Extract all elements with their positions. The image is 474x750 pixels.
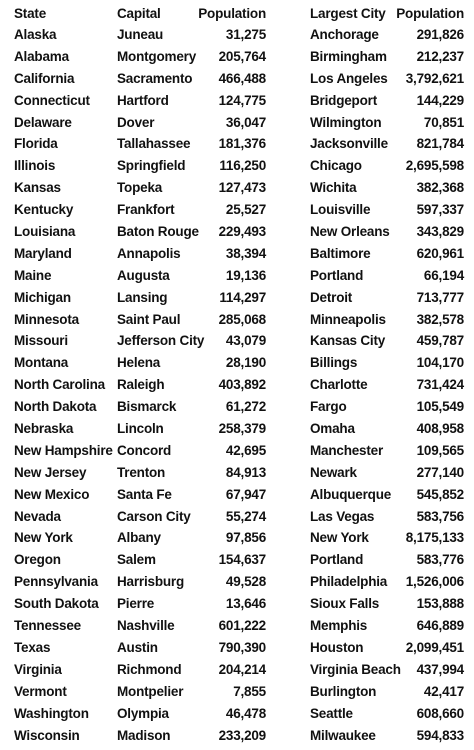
largest-city-cell: Seattle (310, 705, 353, 721)
capital-population-cell: 55,274 (225, 508, 266, 524)
city-population-cell: 144,229 (416, 92, 464, 108)
largest-city-cell: Sioux Falls (310, 596, 380, 612)
table-row (14, 221, 464, 243)
state-cell: Pennsylvania (14, 574, 98, 590)
capital-population-cell: 181,376 (218, 136, 266, 152)
city-population-cell: 821,784 (416, 136, 464, 152)
city-population-cell: 277,140 (416, 464, 464, 480)
city-population-cell: 459,787 (416, 333, 464, 349)
table-header-row (14, 4, 464, 24)
capital-cell: Jefferson City (117, 333, 205, 349)
state-cell: Oregon (14, 552, 61, 568)
city-population-cell: 8,175,133 (405, 530, 464, 546)
largest-city-cell: Charlotte (310, 377, 368, 393)
city-population-cell: 646,889 (416, 618, 464, 634)
state-cell: Montana (14, 355, 69, 371)
capital-cell: Olympia (117, 705, 169, 721)
capital-cell: Harrisburg (117, 574, 185, 590)
largest-city-cell: Fargo (310, 399, 347, 415)
capital-cell: Sacramento (117, 70, 193, 86)
state-cell: New York (14, 530, 73, 546)
capital-cell: Salem (117, 552, 156, 568)
capital-population-cell: 124,775 (218, 92, 266, 108)
table-row (14, 243, 464, 265)
state-cell: North Dakota (14, 399, 97, 415)
capital-population-cell: 116,250 (219, 158, 266, 174)
table-row (14, 703, 464, 725)
largest-city-cell: Baltimore (310, 245, 371, 261)
capital-cell: Madison (117, 727, 171, 743)
capital-population-cell: 28,190 (225, 355, 266, 371)
capital-population-cell: 97,856 (225, 530, 266, 546)
capital-cell: Springfield (117, 158, 186, 174)
largest-city-cell: Newark (310, 464, 357, 480)
state-cell: Nebraska (14, 421, 74, 437)
city-population-cell: 1,526,006 (405, 574, 464, 590)
largest-city-cell: Albuquerque (310, 486, 392, 502)
capital-cell: Austin (117, 639, 158, 655)
city-population-cell: 620,961 (416, 245, 464, 261)
city-population-cell: 2,099,451 (405, 639, 464, 655)
state-cell: Nevada (14, 508, 61, 524)
capital-cell: Tallahassee (117, 136, 191, 152)
header-largest-city: Largest City (310, 6, 386, 21)
table-row (14, 571, 464, 593)
city-population-cell: 3,792,621 (405, 70, 464, 86)
table-row (14, 637, 464, 659)
capital-cell: Helena (117, 355, 161, 371)
capital-population-cell: 84,913 (225, 464, 266, 480)
largest-city-cell: Detroit (310, 289, 353, 305)
capital-population-cell: 61,272 (225, 399, 266, 415)
largest-city-cell: Kansas City (310, 333, 386, 349)
largest-city-cell: Omaha (310, 421, 355, 437)
city-population-cell: 408,958 (416, 421, 464, 437)
largest-city-cell: Las Vegas (310, 508, 375, 524)
city-population-cell: 291,826 (416, 27, 464, 42)
capital-cell: Juneau (117, 27, 164, 42)
city-population-cell: 2,695,598 (405, 158, 464, 174)
largest-city-cell: Manchester (310, 442, 384, 458)
state-cell: Louisiana (14, 224, 76, 240)
header-capital-population: Population (198, 6, 266, 21)
table-row (14, 68, 464, 90)
largest-city-cell: Memphis (310, 618, 368, 634)
state-cell: Kentucky (14, 202, 74, 218)
largest-city-cell: Minneapolis (310, 311, 386, 327)
capital-population-cell: 127,473 (218, 180, 266, 196)
city-population-cell: 105,549 (416, 399, 464, 415)
city-population-cell: 382,368 (416, 180, 464, 196)
largest-city-cell: Chicago (310, 158, 362, 174)
capital-cell: Richmond (117, 661, 182, 677)
city-population-cell: 104,170 (416, 355, 464, 371)
city-population-cell: 608,660 (416, 705, 464, 721)
table-row (14, 330, 464, 352)
state-population-table (14, 4, 464, 746)
capital-population-cell: 31,275 (225, 27, 266, 42)
largest-city-cell: Portland (310, 267, 364, 283)
header-state: State (14, 6, 47, 21)
capital-population-cell: 204,214 (218, 661, 266, 677)
state-cell: Virginia (14, 661, 62, 677)
capital-population-cell: 43,079 (225, 333, 266, 349)
largest-city-cell: Birmingham (310, 48, 387, 64)
city-population-cell: 343,829 (416, 224, 464, 240)
state-cell: Kansas (14, 180, 61, 196)
table-row (14, 462, 464, 484)
capital-population-cell: 229,493 (218, 224, 266, 240)
table-row (14, 24, 464, 46)
largest-city-cell: Billings (310, 355, 358, 371)
largest-city-cell: Philadelphia (310, 574, 388, 590)
table-row (14, 418, 464, 440)
capital-cell: Montpelier (117, 683, 184, 699)
capital-population-cell: 19,136 (225, 267, 266, 283)
state-cell: California (14, 70, 75, 86)
state-cell: Connecticut (14, 92, 90, 108)
city-population-cell: 597,337 (416, 202, 464, 218)
largest-city-cell: Portland (310, 552, 364, 568)
capital-cell: Montgomery (117, 48, 197, 64)
table-row (14, 440, 464, 462)
largest-city-cell: Los Angeles (310, 70, 388, 86)
city-population-cell: 545,852 (416, 486, 464, 502)
capital-population-cell: 7,855 (233, 683, 266, 699)
table-row (14, 133, 464, 155)
capital-cell: Nashville (117, 618, 175, 634)
capital-population-cell: 601,222 (218, 618, 266, 634)
table-row (14, 352, 464, 374)
state-cell: Washington (14, 705, 89, 721)
table-row (14, 484, 464, 506)
city-population-cell: 583,756 (416, 508, 464, 524)
capital-population-cell: 25,527 (225, 202, 266, 218)
table-row (14, 615, 464, 637)
capital-population-cell: 205,764 (218, 48, 266, 64)
state-cell: South Dakota (14, 596, 99, 612)
state-cell: New Mexico (14, 486, 90, 502)
capital-cell: Topeka (117, 180, 163, 196)
largest-city-cell: Burlington (310, 683, 377, 699)
state-cell: Maine (14, 267, 52, 283)
capital-cell: Baton Rouge (117, 224, 199, 240)
capital-cell: Santa Fe (117, 486, 172, 502)
state-cell: Vermont (14, 683, 67, 699)
capital-cell: Concord (117, 442, 172, 458)
capital-population-cell: 790,390 (218, 639, 266, 655)
state-cell: Texas (14, 639, 51, 655)
capital-cell: Frankfort (117, 202, 175, 218)
largest-city-cell: Jacksonville (310, 136, 388, 152)
city-population-cell: 583,776 (416, 552, 464, 568)
capital-cell: Saint Paul (117, 311, 181, 327)
capital-cell: Albany (117, 530, 161, 546)
largest-city-cell: Virginia Beach (310, 661, 401, 677)
table-row (14, 199, 464, 221)
capital-cell: Hartford (117, 92, 169, 108)
table-row (14, 549, 464, 571)
table-row (14, 725, 464, 747)
table-row (14, 396, 464, 418)
city-population-cell: 109,565 (416, 442, 464, 458)
capital-population-cell: 154,637 (218, 552, 266, 568)
table-row (14, 593, 464, 615)
capital-population-cell: 13,646 (225, 596, 266, 612)
city-population-cell: 731,424 (416, 377, 464, 393)
city-population-cell: 212,237 (416, 48, 464, 64)
table-row (14, 506, 464, 528)
table-row (14, 265, 464, 287)
capital-cell: Lincoln (117, 421, 164, 437)
state-cell: Illinois (14, 158, 56, 174)
largest-city-cell: Wilmington (310, 114, 382, 130)
capital-population-cell: 258,379 (218, 421, 266, 437)
largest-city-cell: Louisville (310, 202, 371, 218)
state-cell: Alaska (14, 27, 57, 42)
city-population-cell: 594,833 (416, 727, 464, 743)
table-row (14, 309, 464, 331)
capital-population-cell: 285,068 (218, 311, 266, 327)
largest-city-cell: Wichita (310, 180, 357, 196)
state-cell: Florida (14, 136, 58, 152)
table-row (14, 46, 464, 68)
capital-cell: Pierre (117, 596, 155, 612)
largest-city-cell: Anchorage (310, 27, 379, 42)
table-body (14, 24, 464, 746)
state-cell: New Jersey (14, 464, 87, 480)
header-city-population: Population (396, 6, 464, 21)
capital-population-cell: 38,394 (225, 245, 266, 261)
capital-population-cell: 36,047 (225, 114, 266, 130)
city-population-cell: 382,578 (416, 311, 464, 327)
largest-city-cell: New York (310, 530, 369, 546)
state-cell: Maryland (14, 245, 72, 261)
state-cell: Wisconsin (14, 727, 80, 743)
capital-cell: Dover (117, 114, 155, 130)
table-row (14, 374, 464, 396)
table-row (14, 90, 464, 112)
table-row (14, 527, 464, 549)
capital-cell: Annapolis (117, 245, 181, 261)
capital-cell: Trenton (117, 464, 166, 480)
largest-city-cell: Bridgeport (310, 92, 377, 108)
largest-city-cell: Milwaukee (310, 727, 376, 743)
city-population-cell: 42,417 (423, 683, 464, 699)
state-cell: Alabama (14, 48, 69, 64)
capital-population-cell: 403,892 (218, 377, 266, 393)
capital-population-cell: 42,695 (225, 442, 266, 458)
city-population-cell: 153,888 (416, 596, 464, 612)
city-population-cell: 437,994 (416, 661, 464, 677)
table-row (14, 287, 464, 309)
table-row (14, 155, 464, 177)
capital-population-cell: 67,947 (225, 486, 266, 502)
city-population-cell: 70,851 (423, 114, 464, 130)
capital-population-cell: 114,297 (219, 289, 266, 305)
state-cell: New Hampshire (14, 442, 113, 458)
largest-city-cell: New Orleans (310, 224, 390, 240)
capital-population-cell: 46,478 (225, 705, 266, 721)
capital-cell: Raleigh (117, 377, 165, 393)
state-cell: Minnesota (14, 311, 79, 327)
table-row (14, 112, 464, 134)
state-cell: Delaware (14, 114, 72, 130)
capital-population-cell: 466,488 (218, 70, 266, 86)
capital-cell: Carson City (117, 508, 191, 524)
table-row (14, 659, 464, 681)
capital-cell: Augusta (117, 267, 170, 283)
capital-cell: Bismarck (117, 399, 177, 415)
table-row (14, 177, 464, 199)
capital-population-cell: 233,209 (218, 727, 266, 743)
state-cell: Michigan (14, 289, 71, 305)
capital-population-cell: 49,528 (225, 574, 266, 590)
state-cell: North Carolina (14, 377, 105, 393)
city-population-cell: 713,777 (416, 289, 464, 305)
state-cell: Tennessee (14, 618, 81, 634)
table-row (14, 681, 464, 703)
largest-city-cell: Houston (310, 639, 364, 655)
state-cell: Missouri (14, 333, 68, 349)
city-population-cell: 66,194 (423, 267, 464, 283)
capital-cell: Lansing (117, 289, 168, 305)
header-capital: Capital (117, 6, 161, 21)
